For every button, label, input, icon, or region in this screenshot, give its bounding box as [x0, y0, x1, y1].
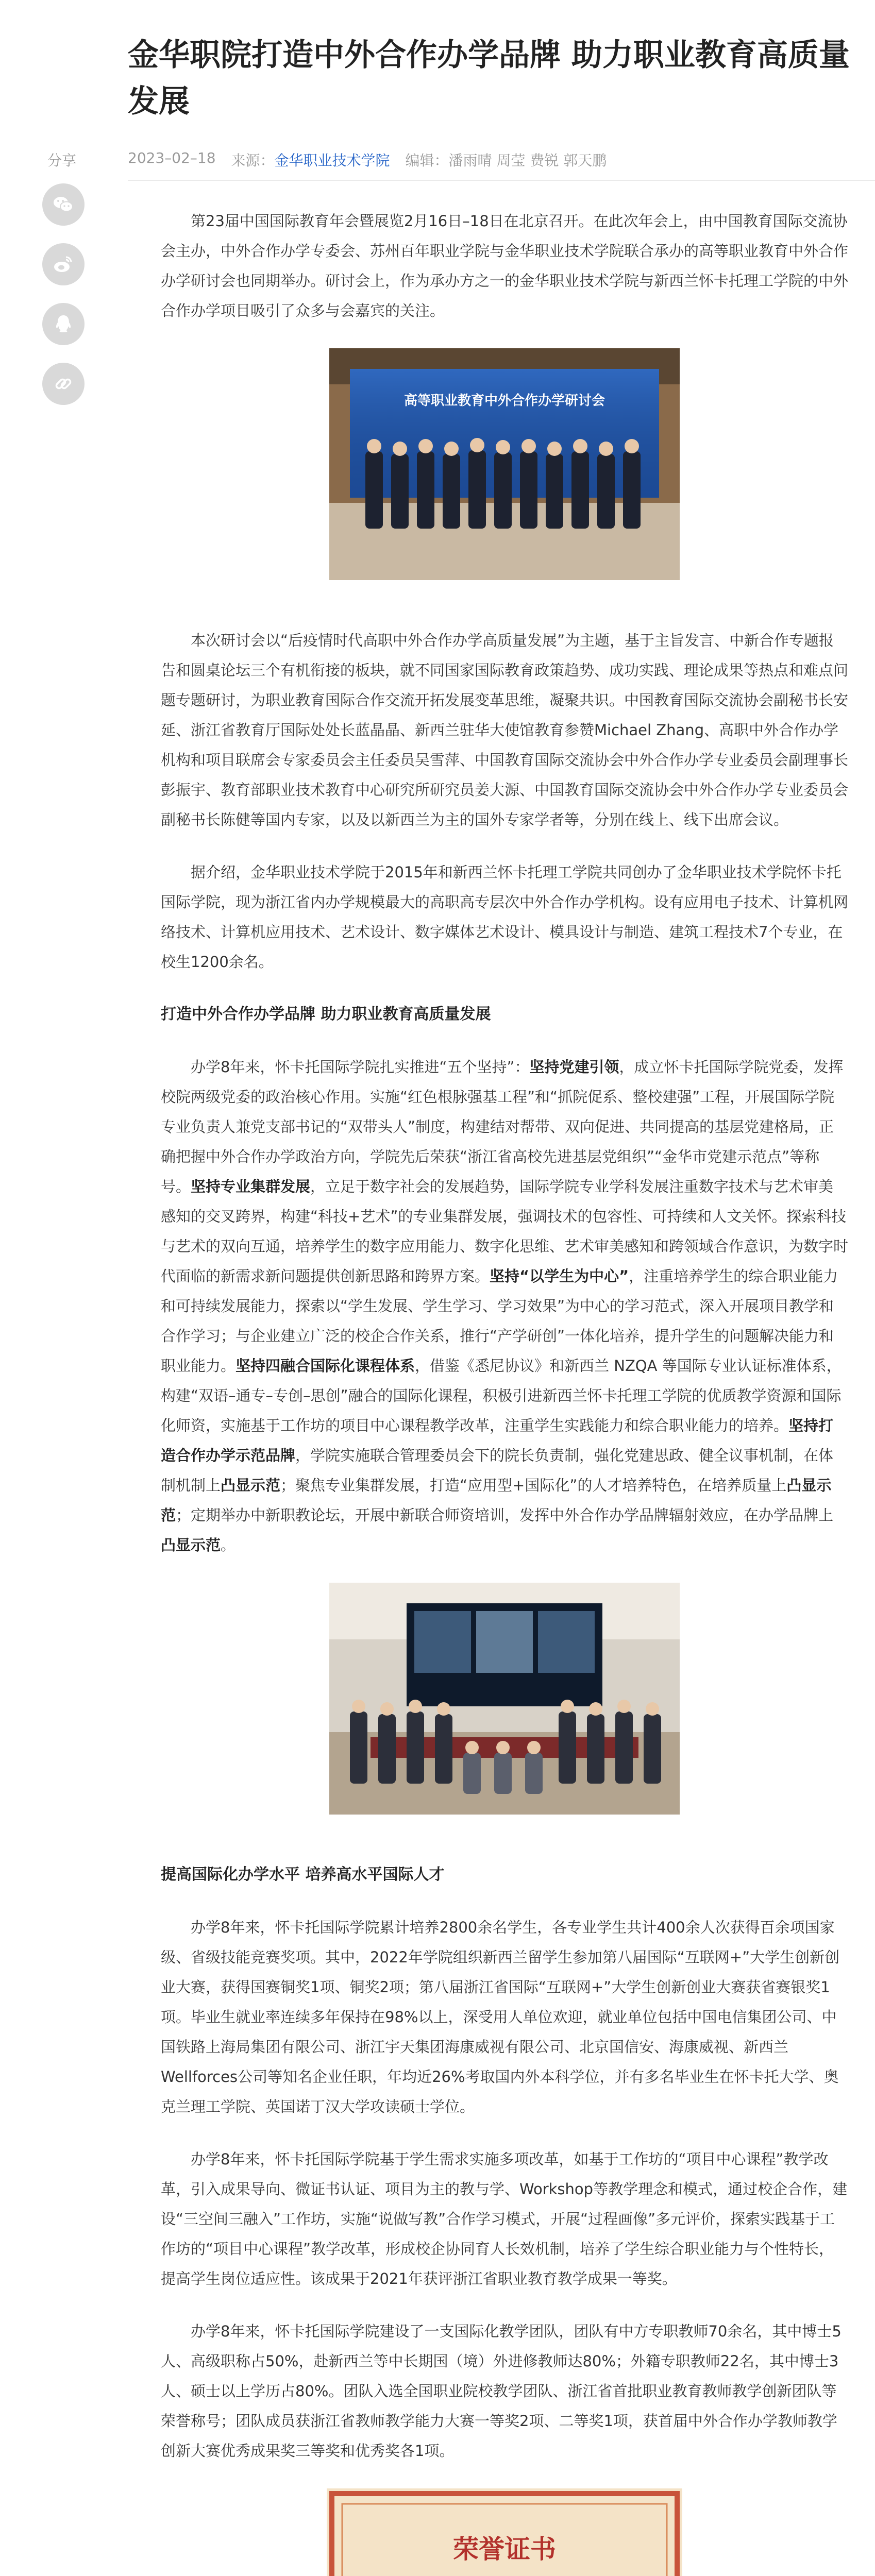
- link-icon: [52, 372, 75, 396]
- source-link[interactable]: 金华职业技术学院: [274, 152, 390, 169]
- section-heading: 提高国际化办学水平 培养高水平国际人才: [161, 1866, 445, 1884]
- paragraph: 办学8年来，怀卡托国际学院建设了一支国际化教学团队，团队有中方专职教师70余名，其中博士5人、高级职称占50%，赴新西兰等中长期国（境）外进修教师达80%；外籍专职教师22名，其中博士3人、硕士以上学历占80%。团队入选全国职业院校教学团队、浙江省首批职业教育教师教学创新团队等荣誉称号；团队成员获浙江省教师教学能力大赛一等奖2项、二等奖1项，获首届中外合作办学教师教学创新大赛优秀成果奖三等奖和优秀奖各1项。: [161, 2323, 842, 2460]
- video-conference-photo: [329, 1583, 680, 1815]
- article-body: [161, 206, 848, 2576]
- share-wechat-button[interactable]: [42, 183, 85, 226]
- banner-text: 高等职业教育中外合作办学研讨会: [403, 393, 605, 409]
- paragraph: 据介绍，金华职业技术学院于2015年和新西兰怀卡托理工学院共同创办了金华职业技术学院怀卡托国际学院，现为浙江省内办学规模最大的高职高专层次中外合作办学机构。设有应用电子技术、计算机网络技术、计算机应用技术、艺术设计、数字媒体艺术设计、模具设计与制造、建筑工程技术7个专业，在校生1200余名。: [161, 863, 849, 971]
- source-label: 来源：: [231, 152, 275, 169]
- paragraph: 办学8年来，怀卡托国际学院累计培养2800余名学生，各专业学生共计400余人次获得百余项国家级、省级技能竞赛奖项。其中，2022年学院组织新西兰留学生参加第八届国际“互联网+”大学生创新创业大赛，获得国赛铜奖1项、铜奖2项；第八届浙江省国际“互联网+”大学生创新创业大赛获省赛银奖1项。毕业生就业率连续多年保持在98%以上，深受用人单位欢迎，就业单位包括中国电信集团公司、中国铁路上海局集团有限公司、浙江宇天集团海康威视有限公司、北京国信安、海康威视、新西兰Wellforces公司等知名企业任职，年均近26%考取国内外本科学位，并有多名毕业生在怀卡托大学、奥克兰理工学院、英国诺丁汉大学攻读硕士学位。: [161, 1919, 840, 2115]
- paragraph: 办学8年来，怀卡托国际学院基于学生需求实施多项改革，如基于工作坊的“项目中心课程”教学改革，引入成果导向、微证书认证、项目为主的教与学、Workshop等教学理念和模式，通过校企合作，建设“三空间三融入”工作坊，实施“说做写教”合作学习模式，开展“过程画像”多元评价，探索实践基于工作坊的“项目中心课程”教学改革，形成校企协同育人长效机制，培养了学生综合职业能力与个性特长，提高学生岗位适应性。该成果于2021年获评浙江省职业教育教学成果一等奖。: [161, 2150, 848, 2287]
- honor-certificate-image: [327, 2488, 682, 2576]
- editors: 编辑：潘雨晴 周莹 费锐 郭天鹏: [405, 152, 607, 169]
- paragraph: 第23届中国国际教育年会暨展览2月16日–18日在北京召开。在此次年会上，由中国教育国际交流协会主办，中外合作办学专委会、苏州百年职业学院与金华职业技术学院联合承办的高等职业教育中外合作办学研讨会也同期举办。研讨会上，作为承办方之一的金华职业技术学院与新西兰怀卡托理工学院的中外合作办学项目吸引了众多与会嘉宾的关注。: [161, 212, 849, 319]
- paragraph: 本次研讨会以“后疫情时代高职中外合作办学高质量发展”为主题，基于主旨发言、中新合作专题报告和圆桌论坛三个有机衔接的板块，就不同国家国际教育政策趋势、成功实践、理论成果等热点和难点问题专题研讨，为职业教育国际合作交流开拓发展变革思维，凝聚共识。中国教育国际交流协会副秘书长安延、浙江省教育厅国际处处长蓝晶晶、新西兰驻华大使馆教育参赞Michael Zhang、高职中外合作办学机构和项目联席会专家委员会主任委员吴雪萍、中国教育国际交流协会中外合作办学专业委员会副理事长彭振宇、教育部职业技术教育中心研究所研究员姜大源、中国教育国际交流协会中外合作办学专业委员会副秘书长陈健等国内专家，以及以新西兰为主的国外专家学者等，分别在线上、线下出席会议。: [161, 632, 849, 828]
- share-label: 分享: [47, 152, 77, 169]
- seminar-group-photo: [329, 348, 680, 580]
- share-bar: [42, 183, 85, 405]
- copy-link-button[interactable]: [42, 363, 85, 405]
- paragraph: 办学8年来，怀卡托国际学院扎实推进“五个坚持”：坚持党建引领，成立怀卡托国际学院党委，发挥校院两级党委的政治核心作用。实施“红色根脉强基工程”和“抓院促系、整校建强”工程，开展国际学院专业负责人兼党支部书记的“双带头人”制度，构建结对帮带、双向促进、共同提高的基层党建格局，正确把握中外合作办学政治方向，学院先后荣获“浙江省高校先进基层党组织”“金华市党建示范点”等称号。坚持专业集群发展，立足于数字社会的发展趋势，国际学院专业学科发展注重数字技术与艺术审美感知的交叉跨界，构建“科技+艺术”的专业集群发展，强调技术的包容性、可持续和人文关怀。探索科技与艺术的双向互通，培养学生的数字应用能力、数字化思维、艺术审美感知和跨领域合作意识，为数字时代面临的新需求新问题提供创新思路和跨界方案。坚持“以学生为中心”，注重培养学生的综合职业能力和可持续发展能力，探索以“学生发展、学生学习、学习效果”为中心的学习范式，深入开展项目教学和合作学习；与企业建立广泛的校企合作关系，推行“产学研创”一体化培养，提升学生的问题解决能力和职业能力。坚持四融合国际化课程体系，借鉴《悉尼协议》和新西兰 NZQA 等国际专业认证标准体系，构建“双语–通专–专创–思创”融合的国际化课程，积极引进新西兰怀卡托理工学院的优质教学资源和国际化师资，实施基于工作坊的项目中心课程教学改革，注重学生实践能力和综合职业能力的培养。坚持打造合作办学示范品牌，学院实施联合管理委员会下的院长负责制，强化党建思政、健全议事机制，在体制机制上凸显示范；聚焦专业集群发展，打造“应用型+国际化”的人才培养特色，在培养质量上凸显示范；定期举办中新职教论坛，开展中新联合师资培训，发挥中外合作办学品牌辐射效应，在办学品牌上凸显示范。: [161, 1058, 849, 1554]
- share-qq-button[interactable]: [42, 303, 85, 345]
- share-weibo-button[interactable]: [42, 243, 85, 285]
- weibo-icon: [52, 252, 75, 276]
- article-title: 金华职院打造中外合作办学品牌 助力职业教育高质量发展: [128, 37, 850, 120]
- wechat-icon: [52, 193, 75, 216]
- qq-icon: [52, 312, 75, 336]
- publish-date: 2023–02–18: [128, 149, 216, 166]
- title-divider: [128, 180, 875, 181]
- source-line: [231, 149, 390, 170]
- article-meta: [128, 149, 607, 170]
- section-heading: 打造中外合作办学品牌 助力职业教育高质量发展: [161, 1005, 491, 1023]
- certificate-heading: 荣誉证书: [453, 2534, 556, 2564]
